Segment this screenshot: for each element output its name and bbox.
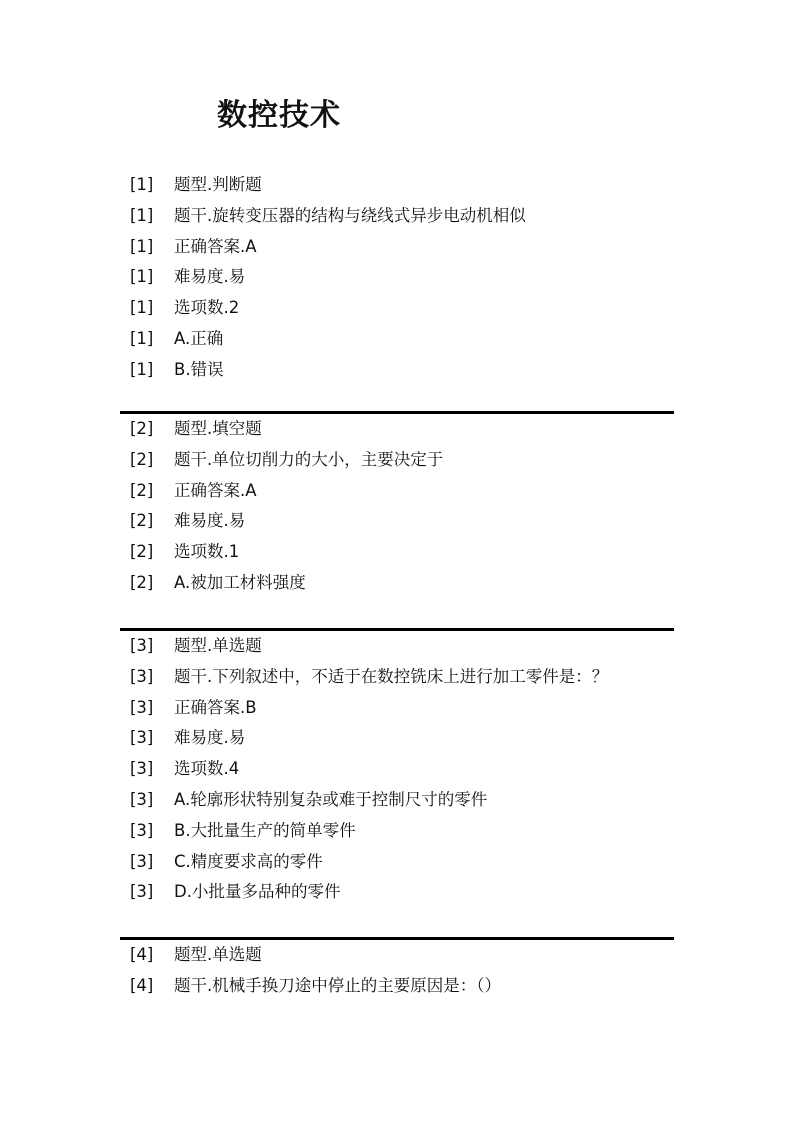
question-line bbox=[120, 816, 674, 847]
question-line-text: B.大批量生产的简单零件 bbox=[174, 820, 356, 840]
question-number: [1] bbox=[130, 328, 154, 348]
question-line bbox=[120, 262, 674, 293]
question-line-text: 正确答案.B bbox=[174, 697, 257, 717]
question-number: [3] bbox=[130, 666, 154, 686]
question-line bbox=[120, 940, 674, 971]
question-line bbox=[120, 476, 674, 507]
question-number: [1] bbox=[130, 267, 154, 287]
question-block-2 bbox=[120, 411, 674, 599]
question-number: [1] bbox=[130, 205, 154, 225]
question-line-text: 正确答案.A bbox=[174, 480, 257, 500]
question-line bbox=[120, 877, 674, 908]
question-line bbox=[120, 414, 674, 445]
question-line bbox=[120, 847, 674, 878]
question-line-text: B.错误 bbox=[174, 359, 224, 379]
question-number: [4] bbox=[130, 975, 154, 995]
question-number: [4] bbox=[130, 945, 154, 964]
question-number: [3] bbox=[130, 697, 154, 717]
question-line-text: 选项数.4 bbox=[174, 759, 240, 779]
question-line-text: 题干.下列叙述中，不适于在数控铣床上进行加工零件是：？ bbox=[174, 666, 609, 686]
question-number: [2] bbox=[130, 511, 154, 531]
question-line-text: C.精度要求高的零件 bbox=[174, 851, 323, 871]
question-line-text: 题型.判断题 bbox=[174, 175, 262, 194]
question-line-text: 正确答案.A bbox=[174, 236, 257, 256]
question-line bbox=[120, 754, 674, 785]
question-line-text: 题型.单选题 bbox=[174, 636, 262, 655]
question-line-text: 题型.填空题 bbox=[174, 419, 262, 438]
question-line-text: 难易度.易 bbox=[174, 728, 246, 748]
question-number: [1] bbox=[130, 298, 154, 318]
question-number: [2] bbox=[130, 449, 154, 469]
question-block-4 bbox=[120, 937, 674, 1002]
question-line-text: 题型.单选题 bbox=[174, 945, 262, 964]
question-line-text: 难易度.易 bbox=[174, 511, 246, 531]
question-number: [3] bbox=[130, 789, 154, 809]
question-line bbox=[120, 445, 674, 476]
question-number: [2] bbox=[130, 572, 154, 592]
question-number: [1] bbox=[130, 359, 154, 379]
question-number: [3] bbox=[130, 882, 154, 902]
question-number: [1] bbox=[130, 236, 154, 256]
question-line-text: 难易度.易 bbox=[174, 267, 246, 287]
question-line bbox=[120, 201, 674, 232]
question-number: [2] bbox=[130, 480, 154, 500]
question-line-text: 选项数.1 bbox=[174, 542, 240, 562]
question-line bbox=[120, 631, 674, 662]
question-line bbox=[120, 355, 674, 386]
question-number: [2] bbox=[130, 542, 154, 562]
question-line-text: 题干.单位切削力的大小，主要决定于 bbox=[174, 449, 444, 469]
question-line-text: A.轮廓形状特别复杂或难于控制尺寸的零件 bbox=[174, 789, 488, 809]
question-number: [3] bbox=[130, 728, 154, 748]
question-line-text: D.小批量多品种的零件 bbox=[174, 882, 341, 902]
question-line bbox=[120, 971, 674, 1002]
question-line-text: 题干.旋转变压器的结构与绕线式异步电动机相似 bbox=[174, 205, 526, 225]
question-line bbox=[120, 785, 674, 816]
question-block-1 bbox=[120, 170, 674, 386]
question-line bbox=[120, 568, 674, 599]
question-line-text: A.被加工材料强度 bbox=[174, 572, 306, 592]
question-line bbox=[120, 506, 674, 537]
question-line bbox=[120, 537, 674, 568]
question-line bbox=[120, 232, 674, 263]
question-line bbox=[120, 662, 674, 693]
question-line bbox=[120, 293, 674, 324]
question-number: [3] bbox=[130, 759, 154, 779]
question-line bbox=[120, 324, 674, 355]
question-block-3 bbox=[120, 628, 674, 908]
question-line bbox=[120, 693, 674, 724]
question-number: [3] bbox=[130, 820, 154, 840]
question-number: [3] bbox=[130, 636, 154, 655]
question-number: [1] bbox=[130, 175, 154, 194]
question-line-text: 题干.机械手换刀途中停止的主要原因是：（） bbox=[174, 975, 501, 995]
question-line-text: 选项数.2 bbox=[174, 298, 240, 318]
question-line bbox=[120, 723, 674, 754]
question-number: [3] bbox=[130, 851, 154, 871]
question-line-text: A.正确 bbox=[174, 328, 224, 348]
question-line bbox=[120, 170, 674, 201]
question-number: [2] bbox=[130, 419, 154, 438]
document-title: 数控技术 bbox=[217, 98, 341, 133]
